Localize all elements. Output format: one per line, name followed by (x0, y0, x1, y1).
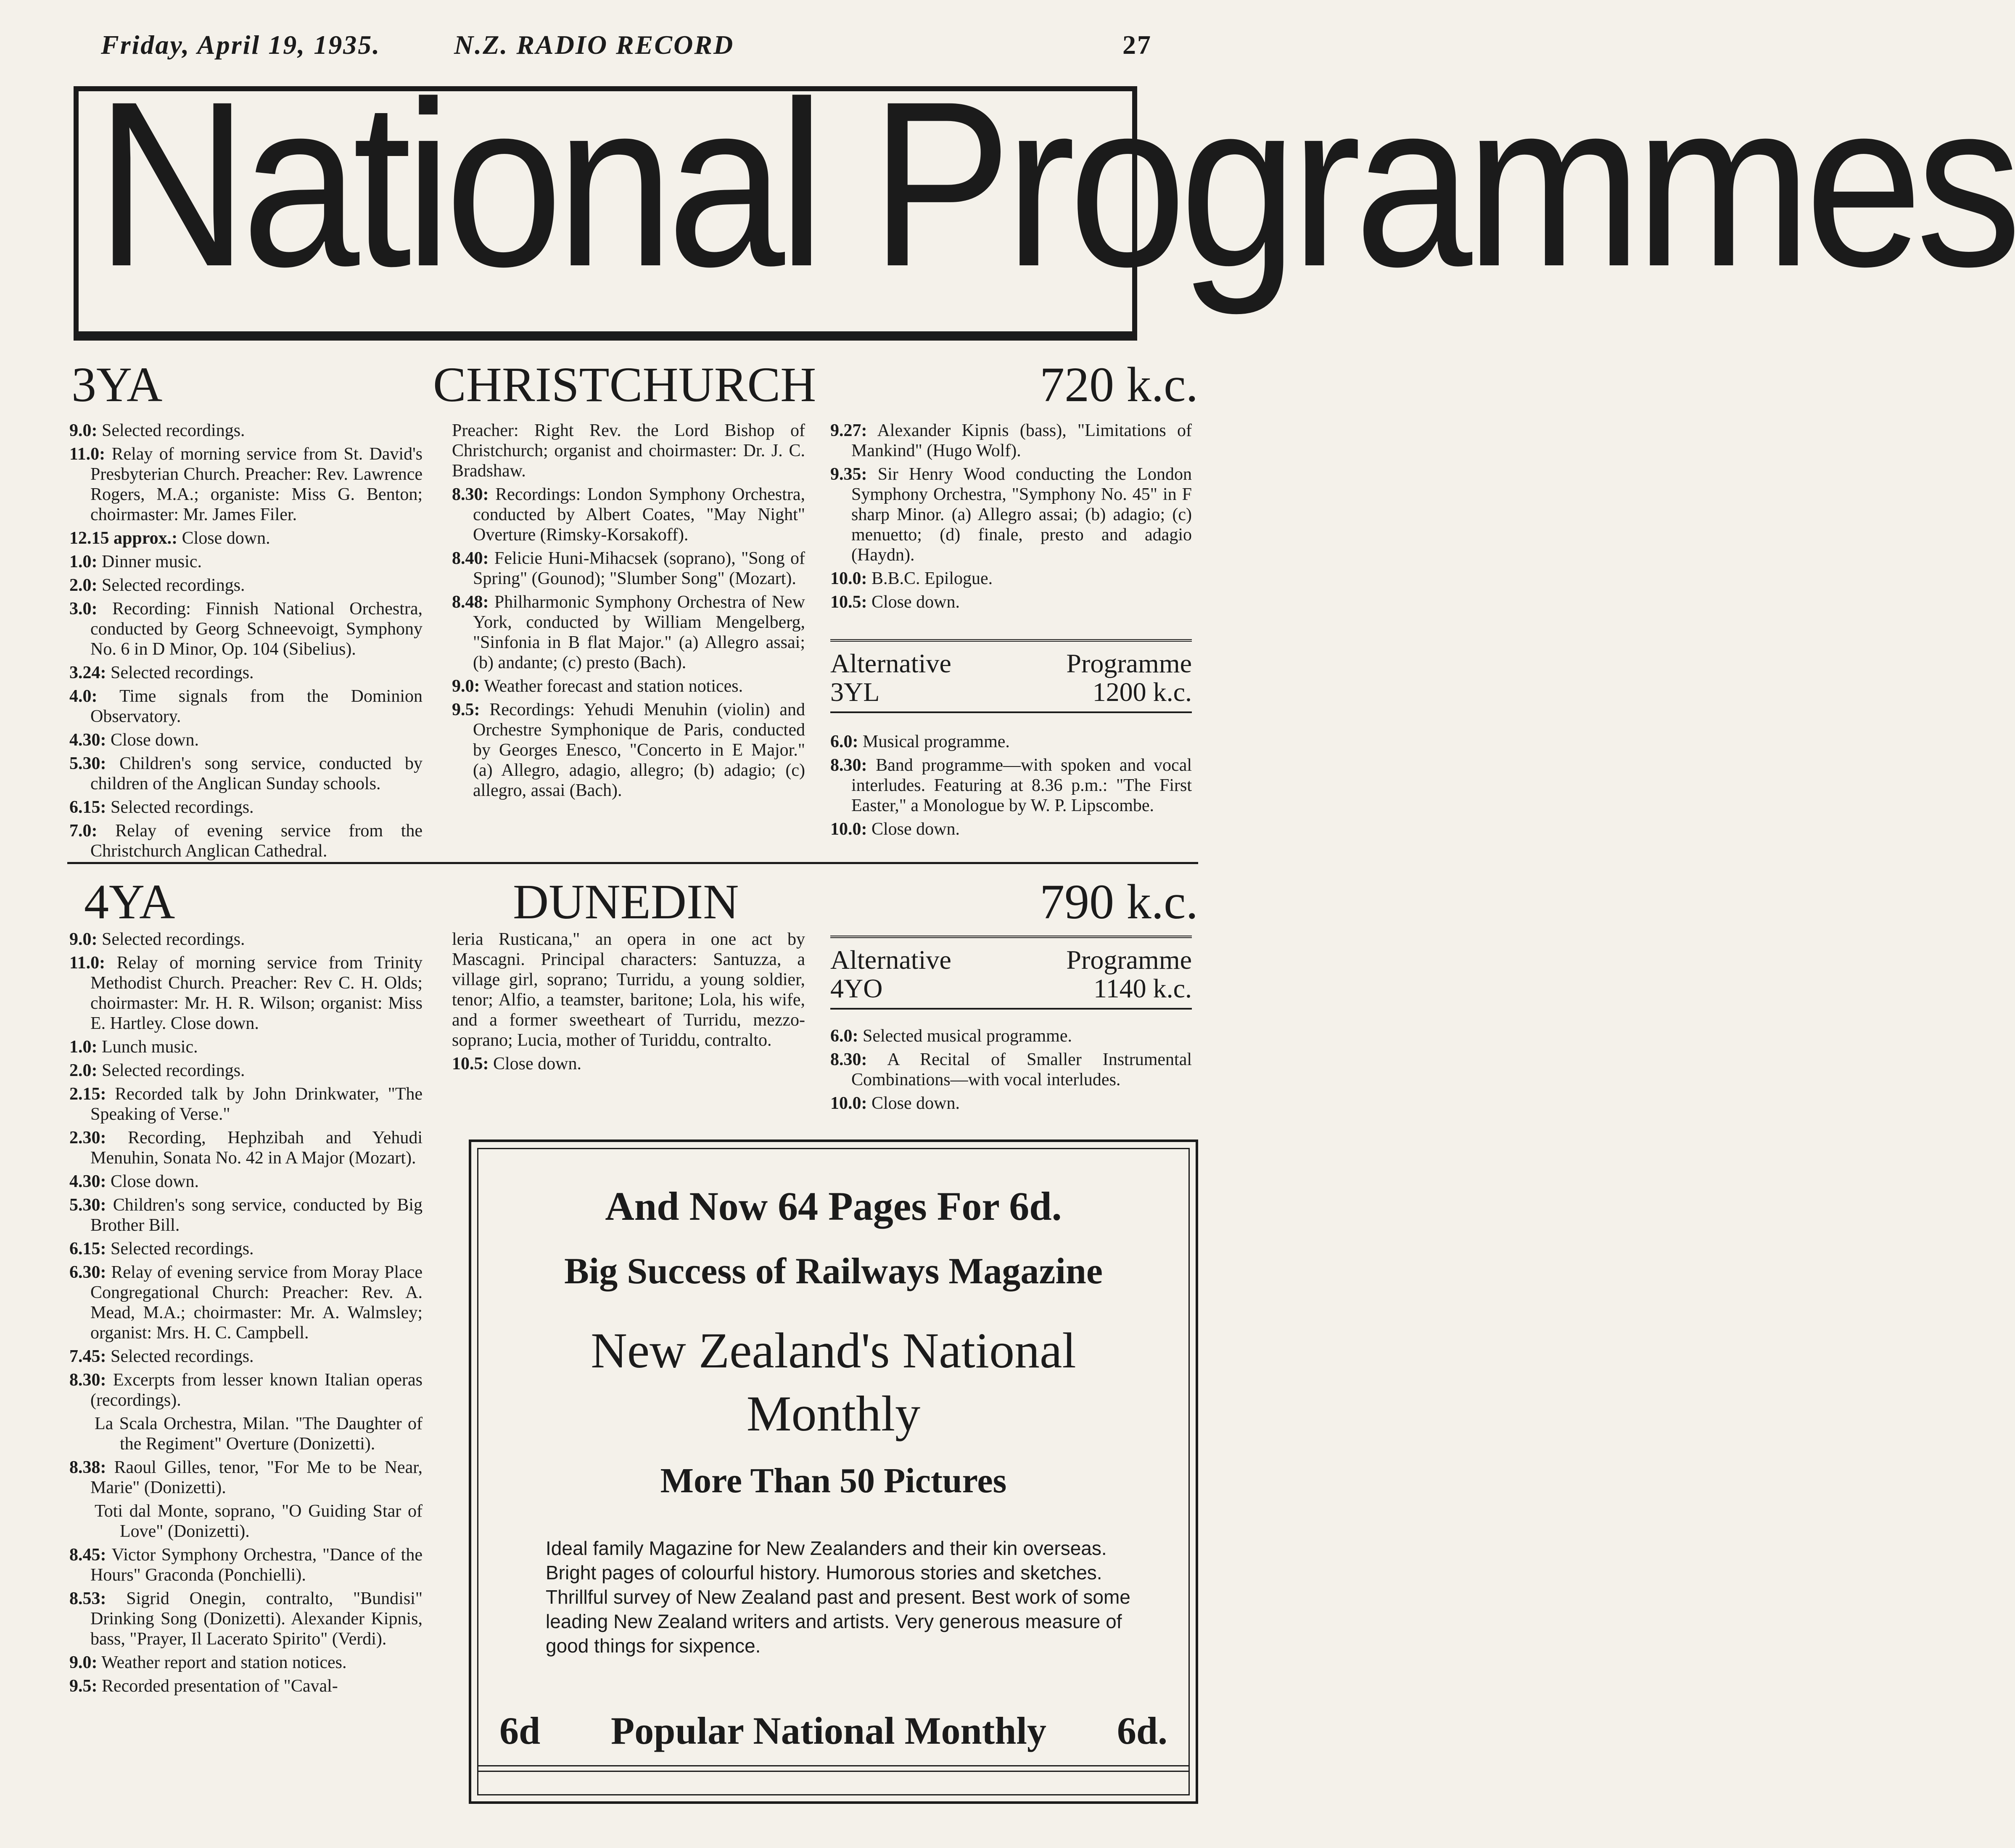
programme-time: 4.0: (69, 687, 98, 706)
programme-entry (69, 663, 423, 683)
programme-description: Recording, Hephzibah and Yehudi Menuhin, Sonata No. 42 in A Major (Mozart). (90, 1128, 423, 1168)
programme-description: Alexander Kipnis (bass), "Limitations of Mankind" (Hugo Wolf). (851, 421, 1192, 460)
programme-entry (69, 599, 423, 659)
programme-time: 9.5: (452, 700, 480, 719)
programme-time: 10.0: (830, 820, 867, 839)
programme-column-3ya-1 (69, 420, 423, 865)
programme-time: 6.15: (69, 1239, 106, 1258)
station-city: CHRISTCHURCH (433, 357, 816, 412)
page-number: 27 (1122, 30, 1152, 60)
programme-time: 11.0: (69, 444, 106, 464)
programme-description: Close down. (182, 529, 270, 548)
programme-entry (452, 700, 805, 801)
programme-entry (69, 1239, 423, 1259)
programme-entry (69, 552, 423, 572)
programme-description: Selected recordings. (111, 663, 254, 682)
programme-entry (452, 1054, 805, 1074)
price-left: 6d (499, 1709, 541, 1752)
programme-description: Recording: Finnish National Orchestra, conducted by Georg Schneevoigt, Symphony No. 6 in D Minor, Op. 104 (Sibelius). (90, 599, 423, 659)
programme-entry (830, 732, 1192, 752)
programme-time: 2.0: (69, 1061, 98, 1080)
programme-description: Time signals from the Dominion Observatory. (90, 687, 423, 726)
programme-description: Recordings: Yehudi Menuhin (violin) and Orchestre Symphonique de Paris, conducted by Georges Enesco, "Concerto in E Major." (a) Allegro, adagio, allegro; (b) adagio; (c) allegro, assai (Bach). (473, 700, 805, 800)
programme-entry (830, 464, 1192, 565)
programme-time: 8.38: (69, 1458, 106, 1477)
programme-time: 7.0: (69, 821, 98, 841)
programme-description: Weather forecast and station notices. (484, 677, 743, 696)
programme-time: 9.35: (830, 465, 867, 484)
programme-entry (69, 1676, 423, 1696)
alt-frequency: 1140 k.c. (1093, 973, 1192, 1003)
masthead-box (74, 52, 2015, 341)
programme-time: 12.15 approx.: (69, 529, 178, 548)
programme-description: Relay of evening service from the Christchurch Anglican Cathedral. (90, 821, 423, 861)
programme-time: 8.30: (830, 756, 867, 775)
programme-column-3yl (830, 732, 1192, 843)
programme-description: Lunch music. (102, 1037, 198, 1057)
programme-column-3ya-3 (830, 420, 1192, 616)
programme-time: 10.0: (830, 1094, 867, 1113)
programme-description: Selected recordings. (111, 1347, 254, 1366)
alt-programme: Programme (1066, 648, 1192, 678)
alt-programme: Programme (1066, 945, 1192, 975)
programme-entry (69, 1195, 423, 1235)
programme-entry (452, 484, 805, 545)
programme-time: 1.0: (69, 552, 98, 571)
programme-time: 3.24: (69, 663, 106, 682)
programme-time: 6.0: (830, 732, 858, 751)
programme-description: Recordings: London Symphony Orchestra, conducted by Albert Coates, "May Night" Overture (Rimsky-Korsakoff). (473, 485, 805, 545)
advert-body-text: Ideal family Magazine for New Zealanders and their kin overseas. Bright pages of colourful history. Humorous stories and sketches. Thrillful survey of New Zealand past and present. Best work of some leading New Zealand writers and artists. Very generous measure of good things for sixpence. (546, 1537, 1130, 1657)
programme-column-4ya-1 (69, 929, 423, 1700)
programme-description: Selected recordings. (102, 421, 245, 440)
alt-frequency: 1200 k.c. (1092, 677, 1192, 707)
programme-entry (69, 1171, 423, 1192)
programme-time: 2.0: (69, 576, 98, 595)
issue-date: Friday, April 19, 1935. (101, 30, 381, 60)
programme-entry (69, 797, 423, 817)
programme-description: Selected recordings. (111, 798, 254, 817)
programme-column-4ya-2 (452, 929, 805, 1077)
station-header-christchurch (71, 357, 1198, 416)
programme-entry (69, 420, 423, 441)
section-divider (67, 862, 1198, 864)
programme-description: Recorded presentation of "Caval- (102, 1676, 338, 1696)
advert-tagline: Popular National Monthly (611, 1709, 1046, 1752)
alternative-box-3yl (830, 639, 1192, 713)
programme-time: 10.0: (830, 569, 867, 588)
alt-label: Alternative (830, 648, 951, 678)
programme-description: Excerpts from lesser known Italian operas (recordings). (90, 1370, 423, 1410)
programme-entry (830, 1026, 1192, 1046)
programme-description: Selected recordings. (102, 1061, 245, 1080)
programme-entry (69, 1545, 423, 1585)
programme-time: 9.0: (69, 1653, 98, 1672)
alt-callsign: 3YL (830, 677, 880, 707)
programme-description: Selected musical programme. (863, 1026, 1072, 1046)
programme-entry (452, 676, 805, 696)
programme-time: 9.5: (69, 1676, 98, 1696)
programme-time: 10.5: (452, 1054, 489, 1073)
programme-description: Felicie Huni-Mihacsek (soprano), "Song of Spring" (Gounod); "Slumber Song" (Mozart). (473, 549, 805, 588)
programme-entry (830, 819, 1192, 839)
programme-time: 1.0: (69, 1037, 98, 1057)
programme-entry (69, 953, 423, 1034)
programme-description: Sigrid Onegin, contralto, "Bundisi" Drinking Song (Donizetti). Alexander Kipnis, bass, "Prayer, Il Lacerato Spirito" (Verdi). (90, 1589, 423, 1649)
programme-description: Close down. (493, 1054, 581, 1073)
publication-name: N.Z. RADIO RECORD (454, 30, 734, 60)
programme-description: Selected recordings. (102, 930, 245, 949)
programme-time: 10.5: (830, 592, 867, 612)
programme-description: Weather report and station notices. (101, 1653, 347, 1672)
programme-time: 8.30: (452, 485, 489, 504)
programme-description: Relay of evening service from Moray Place Congregational Church: Preacher: Rev. A. Mead, M.A.; choirmaster: Mr. A. Walmsley; organist: Mrs. H. C. Campbell. (90, 1263, 423, 1343)
programme-description: Close down. (111, 730, 199, 750)
programme-description: A Recital of Smaller Instrumental Combinations—with vocal interludes. (851, 1050, 1192, 1089)
programme-time: 5.30: (69, 1195, 106, 1215)
programme-entry (830, 1050, 1192, 1090)
programme-time: 8.30: (69, 1370, 106, 1390)
programme-description: Children's song service, conducted by children of the Anglican Sunday schools. (90, 754, 423, 793)
programme-time: 8.40: (452, 549, 489, 568)
programme-time: 9.27: (830, 421, 867, 440)
advert-headline: And Now 64 Pages For 6d. (605, 1184, 1062, 1229)
programme-entry (69, 753, 423, 794)
advert-footer (499, 1708, 1167, 1753)
programme-entry (69, 1501, 423, 1541)
programme-description: Selected recordings. (111, 1239, 254, 1258)
programme-description: Recorded talk by John Drinkwater, "The Speaking of Verse." (90, 1084, 423, 1124)
station-city: DUNEDIN (513, 874, 739, 929)
programme-description: Raoul Gilles, tenor, "For Me to be Near, Marie" (Donizetti). (90, 1458, 423, 1497)
programme-time: 2.15: (69, 1084, 106, 1104)
station-callsign: 4YA (84, 874, 175, 929)
programme-description: Philharmonic Symphony Orchestra of New York, conducted by William Mengelberg, "Sinfonia in B flat Major." (a) Allegro assai; (b) andante; (c) presto (Bach). (473, 592, 805, 672)
advert-pictures-line: More Than 50 Pictures (660, 1461, 1007, 1500)
masthead-title: National Programmes (95, 52, 2015, 315)
station-frequency: 720 k.c. (1040, 357, 1198, 412)
programme-description: Relay of morning service from Trinity Methodist Church. Preacher: Rev C. H. Olds; choirmaster: Mr. H. R. Wilson; organist: Miss E. Hartley. Close down. (90, 953, 423, 1033)
programme-time: 8.48: (452, 592, 489, 612)
programme-column-4yo (830, 1026, 1192, 1117)
advert-double-rule (478, 1765, 1188, 1772)
programme-entry (69, 686, 423, 727)
programme-entry (69, 444, 423, 525)
programme-description: Close down. (871, 592, 960, 612)
programme-entry (830, 420, 1192, 461)
programme-description: Close down. (871, 1094, 960, 1113)
programme-description: Victor Symphony Orchestra, "Dance of the Hours" Graconda (Ponchielli). (90, 1545, 423, 1585)
programme-entry (69, 929, 423, 949)
programme-description: Selected recordings. (102, 576, 245, 595)
programme-description: La Scala Orchestra, Milan. "The Daughter of the Regiment" Overture (Donizetti). (95, 1414, 423, 1454)
programme-description: Close down. (111, 1172, 199, 1191)
station-header-dunedin (71, 875, 1198, 933)
programme-time: 9.0: (69, 930, 98, 949)
advert-subheadline: Big Success of Railways Magazine (564, 1251, 1103, 1292)
programme-time: 9.0: (69, 421, 98, 440)
programme-entry (452, 592, 805, 673)
advert-title-1: New Zealand's National (591, 1322, 1076, 1378)
programme-entry (69, 730, 423, 750)
programme-description: Musical programme. (863, 732, 1010, 751)
programme-time: 6.15: (69, 798, 106, 817)
programme-time: 2.30: (69, 1128, 106, 1147)
advert-title-2: Monthly (746, 1385, 921, 1441)
programme-time: 8.45: (69, 1545, 106, 1565)
programme-description: Relay of morning service from St. David's Presbyterian Church. Preacher: Rev. Lawrence Rogers, M.A.; organiste: Miss G. Benton; choirmaster: Mr. James Filer. (90, 444, 423, 524)
programme-time: 7.45: (69, 1347, 106, 1366)
programme-entry (69, 528, 423, 548)
programme-description: Preacher: Right Rev. the Lord Bishop of Christchurch; organist and choirmaster: Dr. J. C. Bradshaw. (452, 421, 805, 481)
programme-description: Toti dal Monte, soprano, "O Guiding Star of Love" (Donizetti). (95, 1502, 423, 1541)
alt-callsign: 4YO (830, 973, 883, 1003)
programme-entry (69, 1037, 423, 1057)
programme-entry (69, 1084, 423, 1124)
programme-entry (830, 1093, 1192, 1113)
programme-time: 11.0: (69, 953, 106, 973)
programme-entry (69, 1652, 423, 1673)
programme-entry (69, 1370, 423, 1410)
programme-column-3ya-2 (452, 420, 805, 804)
programme-description: Dinner music. (102, 552, 202, 571)
programme-time: 4.30: (69, 1172, 106, 1191)
programme-time: 9.0: (452, 677, 480, 696)
programme-entry (69, 821, 423, 861)
station-callsign: 3YA (71, 357, 163, 412)
programme-time: 4.30: (69, 730, 106, 750)
programme-time: 6.0: (830, 1026, 858, 1046)
programme-time: 5.30: (69, 754, 106, 773)
programme-entry (830, 755, 1192, 816)
programme-entry (69, 1060, 423, 1081)
programme-entry (452, 929, 805, 1050)
programme-description: B.B.C. Epilogue. (871, 569, 993, 588)
programme-description: Band programme—with spoken and vocal interludes. Featuring at 8.36 p.m.: "The First Easter," a Monologue by W. P. Lipscombe. (851, 756, 1192, 815)
programme-entry (830, 568, 1192, 589)
programme-description: Sir Henry Wood conducting the London Symphony Orchestra, "Symphony No. 45" in F sharp Minor. (a) Allegro assai; (b) adagio; (c) menuetto; (d) finale, presto and adagio (Haydn). (851, 465, 1192, 565)
programme-entry (69, 1262, 423, 1343)
programme-entry (69, 575, 423, 595)
price-right: 6d. (1117, 1709, 1167, 1752)
programme-entry (452, 548, 805, 589)
programme-entry (69, 1414, 423, 1454)
programme-description: Children's song service, conducted by Big Brother Bill. (90, 1195, 423, 1235)
programme-entry (69, 1589, 423, 1649)
alternative-box-4yo (830, 936, 1192, 1010)
programme-description: Close down. (871, 820, 960, 839)
programme-entry (69, 1128, 423, 1168)
programme-entry (452, 420, 805, 481)
programme-description: leria Rusticana," an opera in one act by Mascagni. Principal characters: Santuzza, a village girl, soprano; Turridu, a young soldier, tenor; Alfio, a teamster, baritone; Lola, his wife, and a former sweetheart of Turridu, mezzo-soprano; Lucia, mother of Turiddu, contralto. (452, 930, 805, 1050)
railways-magazine-advert (469, 1139, 1198, 1804)
programme-entry (69, 1457, 423, 1498)
alt-label: Alternative (830, 945, 951, 975)
programme-entry (69, 1346, 423, 1367)
programme-time: 3.0: (69, 599, 98, 619)
programme-time: 8.30: (830, 1050, 867, 1069)
programme-time: 6.30: (69, 1263, 106, 1282)
programme-entry (830, 592, 1192, 612)
station-frequency: 790 k.c. (1040, 874, 1198, 929)
programme-time: 8.53: (69, 1589, 106, 1608)
